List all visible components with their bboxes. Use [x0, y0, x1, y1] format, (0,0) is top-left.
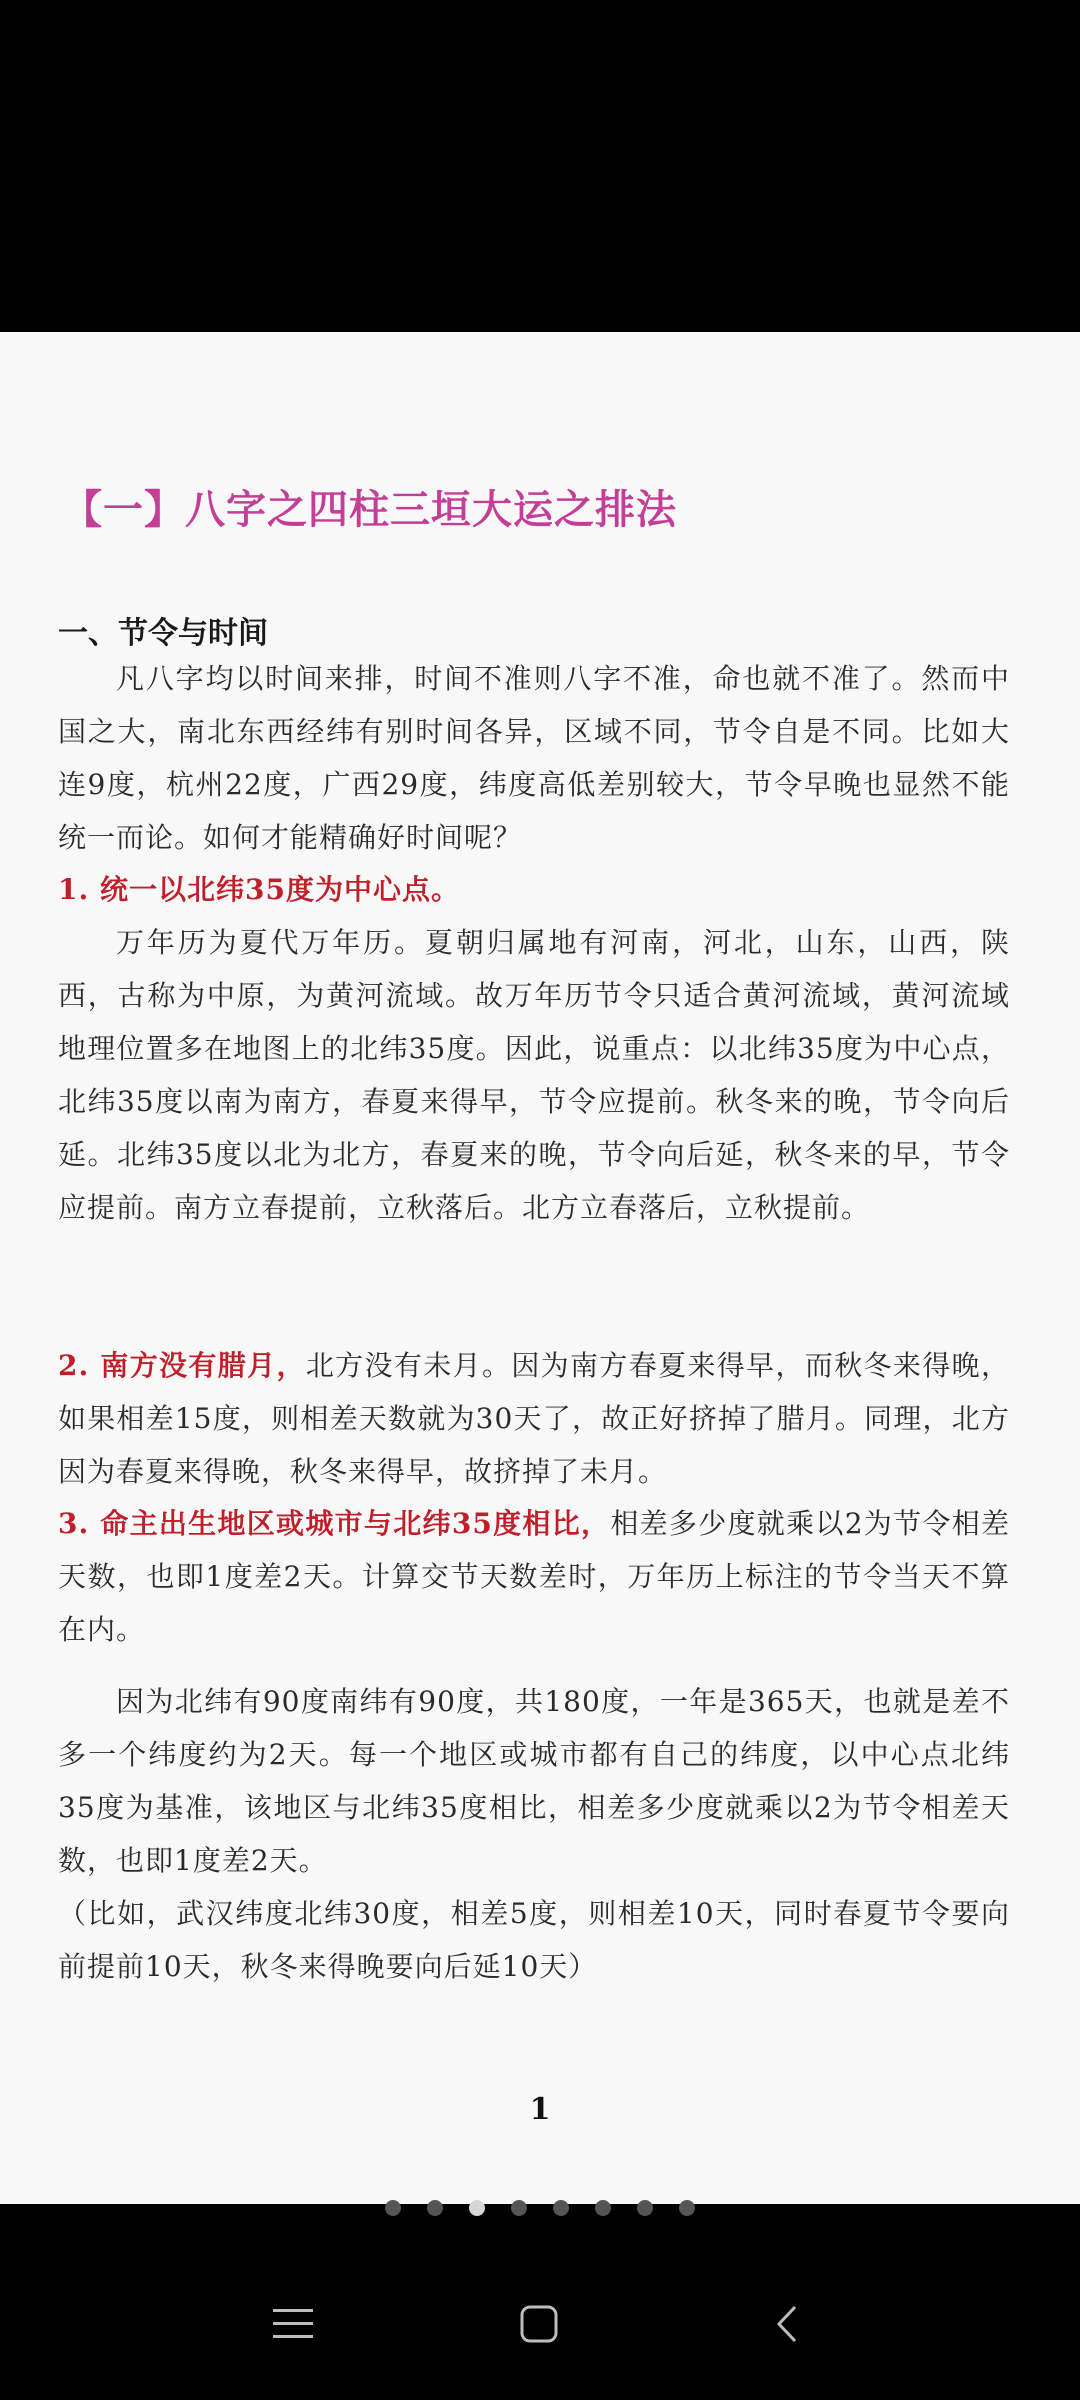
paragraph-latitude: 因为北纬有90度南纬有90度，共180度，一年是365天，也就是差不多一个纬度约为2天。每一个地区或城市都有自己的纬度，以中心点北纬35度为基准，该地区与北纬35度相比，相差多少度就乘以2为节令相差天数，也即1度差2天。	[58, 1685, 1010, 1877]
paragraph-point-2	[58, 1339, 1010, 1498]
page-dot[interactable]	[427, 2200, 443, 2216]
page-dot[interactable]	[385, 2200, 401, 2216]
page-indicator[interactable]	[0, 2200, 1080, 2222]
point-2-heading: 2. 南方没有腊月，	[58, 1349, 306, 1382]
point-2-text: 北方没有未月。因为南方春夏来得早，而秋冬来得晚，如果相差15度，则相差天数就为30天了，故正好挤掉了腊月。同理，北方因为春夏来得晚，秋冬来得早，故挤掉了未月。	[58, 1349, 1010, 1488]
point-3-text: 相差多少度就乘以2为节令相差天数，也即1度差2天。计算交节天数差时，万年历上标注的节令当天不算在内。	[58, 1507, 1010, 1646]
page-dot-active[interactable]	[469, 2200, 485, 2216]
menu-button[interactable]	[253, 2284, 333, 2364]
home-button[interactable]	[499, 2284, 579, 2364]
back-button[interactable]	[747, 2284, 827, 2364]
page-dot[interactable]	[637, 2200, 653, 2216]
paragraph-example: （比如，武汉纬度北纬30度，相差5度，则相差10天，同时春夏节令要向前提前10天，秋冬来得晚要向后延10天）	[58, 1897, 1010, 1983]
paragraph-point-3	[58, 1497, 1010, 1656]
paragraph-intro: 凡八字均以时间来排，时间不准则八字不准，命也就不准了。然而中国之大，南北东西经纬有别时间各异，区域不同，节令自是不同。比如大连9度，杭州22度，广西29度，纬度高低差别较大，节令早晚也显然不能统一而论。如何才能精确好时间呢？	[58, 662, 1010, 854]
document-title: 【一】八字之四柱三垣大运之排法	[62, 486, 677, 533]
page-dot[interactable]	[511, 2200, 527, 2216]
paragraph-point-1: 万年历为夏代万年历。夏朝归属地有河南，河北，山东，山西，陕西，古称为中原，为黄河流域。故万年历节令只适合黄河流域，黄河流域地理位置多在地图上的北纬35度。因此，说重点：以北纬35度为中心点，北纬35度以南为南方，春夏来得早，节令应提前。秋冬来的晚，节令向后延。北纬35度以北为北方，春夏来的晚，节令向后延，秋冬来的早，节令应提前。南方立春提前，立秋落后。北方立春落后，立秋提前。	[58, 926, 1010, 1224]
page-dot[interactable]	[679, 2200, 695, 2216]
document-page[interactable]	[0, 332, 1080, 2204]
menu-icon	[273, 2307, 313, 2341]
page-number: 1	[529, 2092, 551, 2127]
back-icon	[775, 2304, 799, 2344]
top-black-area	[0, 0, 1080, 332]
point-1-heading: 1. 统一以北纬35度为中心点。	[58, 873, 460, 906]
point-3-heading: 3. 命主出生地区或城市与北纬35度相比，	[58, 1507, 611, 1540]
page-dot[interactable]	[553, 2200, 569, 2216]
system-navigation-bar	[0, 2246, 1080, 2400]
page-dot[interactable]	[595, 2200, 611, 2216]
section-heading: 一、节令与时间	[58, 616, 268, 651]
home-icon	[520, 2305, 558, 2343]
